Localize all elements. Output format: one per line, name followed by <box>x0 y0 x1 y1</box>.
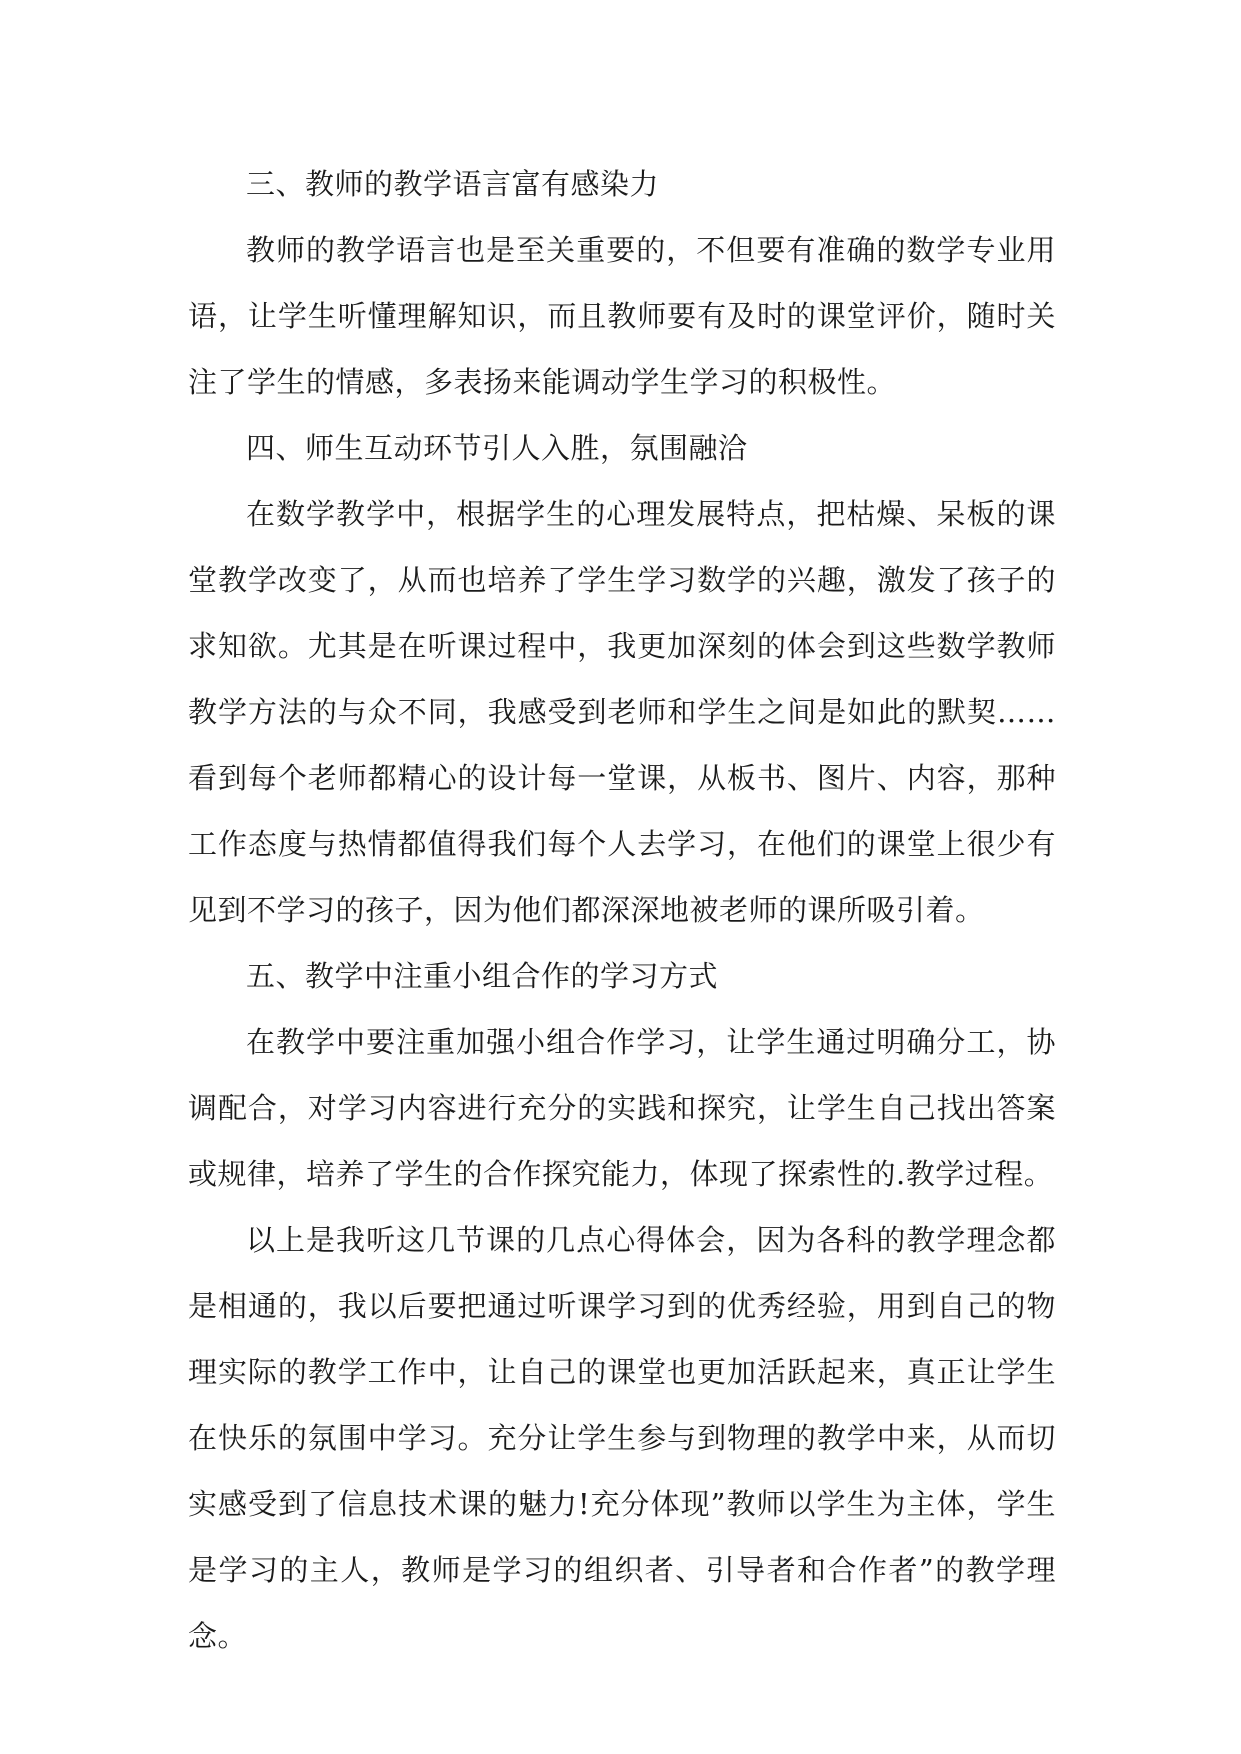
section-heading-3: 三、教师的教学语言富有感染力 <box>246 167 660 201</box>
paragraph-teaching-language: 教师的教学语言也是至关重要的，不但要有准确的数学专业用语，让学生听懂理解知识，而且教师要有及时的课堂评价，随时关注了学生的情感，多表扬来能调动学生学习的积极性。 <box>188 233 1056 399</box>
paragraph-group-cooperation: 在教学中要注重加强小组合作学习，让学生通过明确分工，协调配合，对学习内容进行充分的实践和探究，让学生自己找出答案或规律，培养了学生的合作探究能力，体现了探索性的.教学过程。 <box>188 1025 1056 1191</box>
section-heading-5: 五、教学中注重小组合作的学习方式 <box>246 959 719 993</box>
section-heading-4: 四、师生互动环节引人入胜，氛围融洽 <box>246 431 748 465</box>
paragraph-conclusion: 以上是我听这几节课的几点心得体会，因为各科的教学理念都是相通的，我以后要把通过听课学习到的优秀经验，用到自己的物理实际的教学工作中，让自己的课堂也更加活跃起来，真正让学生在快乐的氛围中学习。充分让学生参与到物理的教学中来，从而切实感受到了信息技术课的魅力!充分体现”教师以学生为主体，学生是学习的主人，教师是学习的组织者、引导者和合作者”的教学理念。 <box>188 1223 1056 1653</box>
document-body <box>188 151 1056 1669</box>
paragraph-interaction: 在数学教学中，根据学生的心理发展特点，把枯燥、呆板的课堂教学改变了，从而也培养了学生学习数学的兴趣，激发了孩子的求知欲。尤其是在听课过程中，我更加深刻的体会到这些数学教师教学方法的与众不同，我感受到老师和学生之间是如此的默契……看到每个老师都精心的设计每一堂课，从板书、图片、内容，那种工作态度与热情都值得我们每个人去学习，在他们的课堂上很少有见到不学习的孩子，因为他们都深深地被老师的课所吸引着。 <box>188 497 1056 927</box>
